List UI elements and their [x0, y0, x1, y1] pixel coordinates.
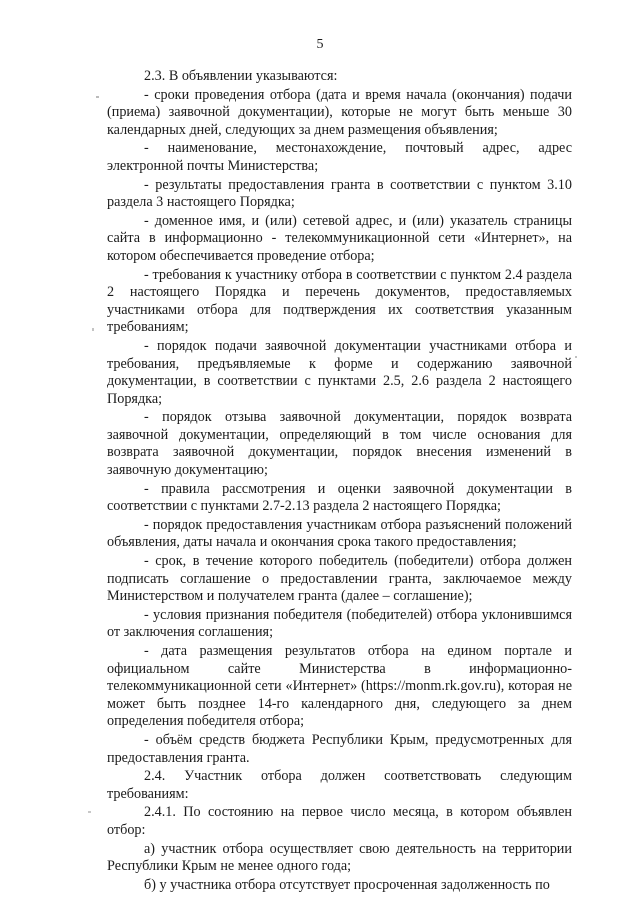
scan-speck: [96, 96, 99, 98]
list-item-participant-requirements: - требования к участнику отбора в соответствии с пунктом 2.4 раздела 2 настоящего Порядка и перечень документов, предоставляемых участниками отбора для подтверждения их соответствия указанным требованиям;: [107, 266, 572, 336]
paragraph-item-a: а) участник отбора осуществляет свою деятельность на территории Республики Крым не менее одного года;: [107, 840, 572, 875]
list-item-grant-results: - результаты предоставления гранта в соответствии с пунктом 3.10 раздела 3 настоящего Порядка;: [107, 176, 572, 211]
paragraph-2-3-heading: 2.3. В объявлении указываются:: [144, 68, 338, 84]
list-item-agreement-term: - срок, в течение которого победитель (победители) отбора должен подписать соглашение о предоставлении гранта, заключаемое между Министерством и получателем гранта (далее – соглашение);: [107, 553, 572, 605]
list-item-ministry-contacts: - наименование, местонахождение, почтовый адрес, адрес электронной почты Министерства;: [107, 140, 572, 174]
list-item-submission-procedure: - порядок подачи заявочной документации участниками отбора и требования, предъявляемые к форме и содержанию заявочной документации, в соответствии с пунктами 2.5, 2.6 раздела 2 настоящего Порядка;: [107, 337, 572, 407]
list-item-domain-name: - доменное имя, и (или) сетевой адрес, и (или) указатель страницы сайта в информационно - телекоммуникационной сети «Интернет», на котором обеспечивается проведение отбора;: [107, 212, 572, 264]
paragraph-item-b: б) у участника отбора отсутствует просроченная задолженность по: [144, 876, 550, 893]
scan-speck: [92, 328, 94, 331]
list-item-review-rules: - правила рассмотрения и оценки заявочной документации в соответствии с пунктами 2.7-2.13 раздела 2 настоящего Порядка;: [107, 480, 572, 515]
page-number: 5: [316, 37, 324, 52]
scan-speck: [88, 811, 91, 813]
list-item-deadlines: - сроки проведения отбора (дата и время начала (окончания) подачи (приема) заявочной документации), которые не могут быть меньше 30 календарных дней, следующих за днем размещения объявления;: [107, 86, 572, 138]
list-item-clarifications: - порядок предоставления участникам отбора разъяснений положений объявления, даты начала и окончания срока такого предоставления;: [107, 516, 572, 551]
scan-speck: [575, 356, 577, 358]
document-body: [107, 68, 572, 894]
list-item-withdrawal-procedure: - порядок отзыва заявочной документации, порядок возврата заявочной документации, определяющий в том числе основания для возврата заявочной документации, порядок внесения изменений в заявочную документацию;: [107, 409, 572, 479]
paragraph-2-4-1: 2.4.1. По состоянию на первое число месяца, в котором объявлен отбор:: [107, 804, 572, 838]
list-item-results-publication: - дата размещения результатов отбора на едином портале и официальном сайте Министерства в информационно-телекоммуникационной сети «Интернет» (https://monm.rk.gov.ru), которая не может быть позднее 14-го календарного дня, следующего за днем определения победителя отбора;: [107, 643, 572, 730]
list-item-evasion-conditions: - условия признания победителя (победителей) отбора уклонившимся от заключения соглашения;: [107, 606, 572, 641]
paragraph-2-4: 2.4. Участник отбора должен соответствовать следующим требованиям:: [107, 768, 572, 802]
list-item-budget-volume: - объём средств бюджета Республики Крым, предусмотренных для предоставления гранта.: [107, 731, 572, 766]
